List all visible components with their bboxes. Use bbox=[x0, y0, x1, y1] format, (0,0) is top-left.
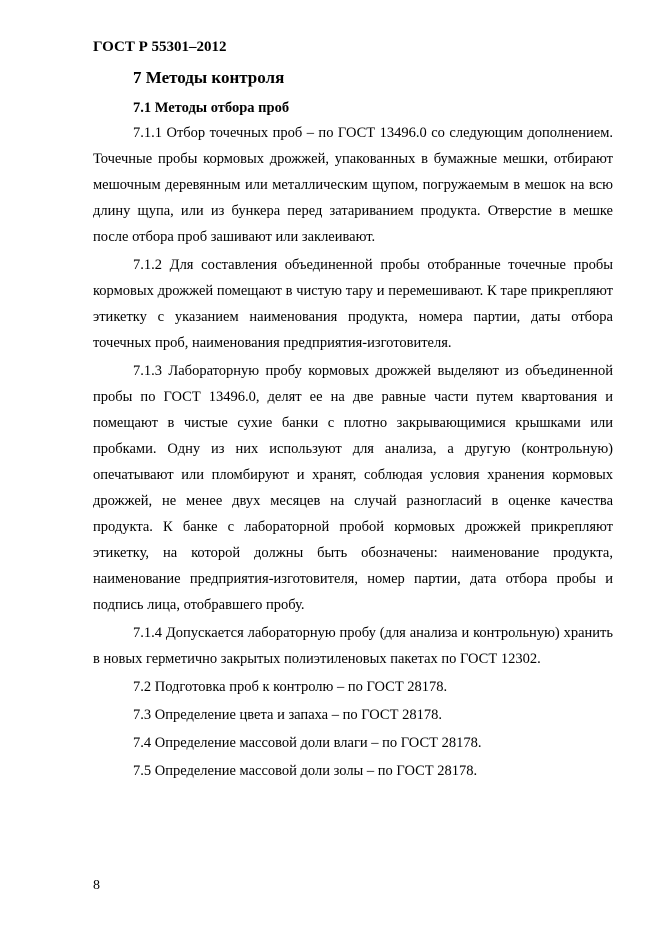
paragraph-7-2: 7.2 Подготовка проб к контролю – по ГОСТ 28178. bbox=[133, 679, 448, 695]
paragraph-7-5: 7.5 Определение массовой доли золы – по ГОСТ 28178. bbox=[133, 763, 478, 779]
page-number: 8 bbox=[93, 878, 100, 893]
section-title: 7 Методы контроля bbox=[133, 68, 285, 87]
paragraph-7-1-4: 7.1.4 Допускается лабораторную пробу (для анализа и контрольную) хранить в новых герметично закрытых полиэтиленовых пакетах по ГОСТ 12302. bbox=[93, 625, 613, 667]
subsection-title: 7.1 Методы отбора проб bbox=[133, 100, 290, 116]
paragraph-7-1-2: 7.1.2 Для составления объединенной пробы отобранные точечные пробы кормовых дрожжей помещают в чистую тару и перемешивают. К таре прикрепляют этикетку с указанием наименования продукта, номера партии, даты отбора точечных проб, наименования предприятия-изготовителя. bbox=[93, 257, 613, 351]
paragraph-7-4: 7.4 Определение массовой доли влаги – по ГОСТ 28178. bbox=[133, 735, 482, 751]
document-code: ГОСТ Р 55301–2012 bbox=[93, 39, 227, 55]
paragraph-7-1-1: 7.1.1 Отбор точечных проб – по ГОСТ 13496.0 со следующим дополнением. Точечные пробы кормовых дрожжей, упакованных в бумажные мешки, отбирают мешочным деревянным или металлическим щупом, погружаемым в мешок на всю длину щупа, или из бункера перед затариванием продукта. Отверстие в мешке после отбора проб зашивают или заклеивают. bbox=[93, 125, 613, 245]
paragraph-7-1-3: 7.1.3 Лабораторную пробу кормовых дрожжей выделяют из объединенной пробы по ГОСТ 13496.0, делят ее на две равные части путем квартования и помещают в чистые сухие банки с плотно закрывающимися крышками или пробками. Одну из них используют для анализа, а другую (контрольную) опечатывают или пломбируют и хранят, соблюдая условия хранения кормовых дрожжей, не менее двух месяцев на случай разногласий в оценке качества продукта. К банке с лабораторной пробой кормовых дрожжей прикрепляют этикетку, на которой должны быть обозначены: наименование продукта, наименование предприятия-изготовителя, номер партии, дата отбора пробы и подпись лица, отобравшего пробу. bbox=[93, 363, 613, 613]
paragraph-7-3: 7.3 Определение цвета и запаха – по ГОСТ 28178. bbox=[133, 707, 442, 723]
document-body bbox=[93, 120, 613, 786]
